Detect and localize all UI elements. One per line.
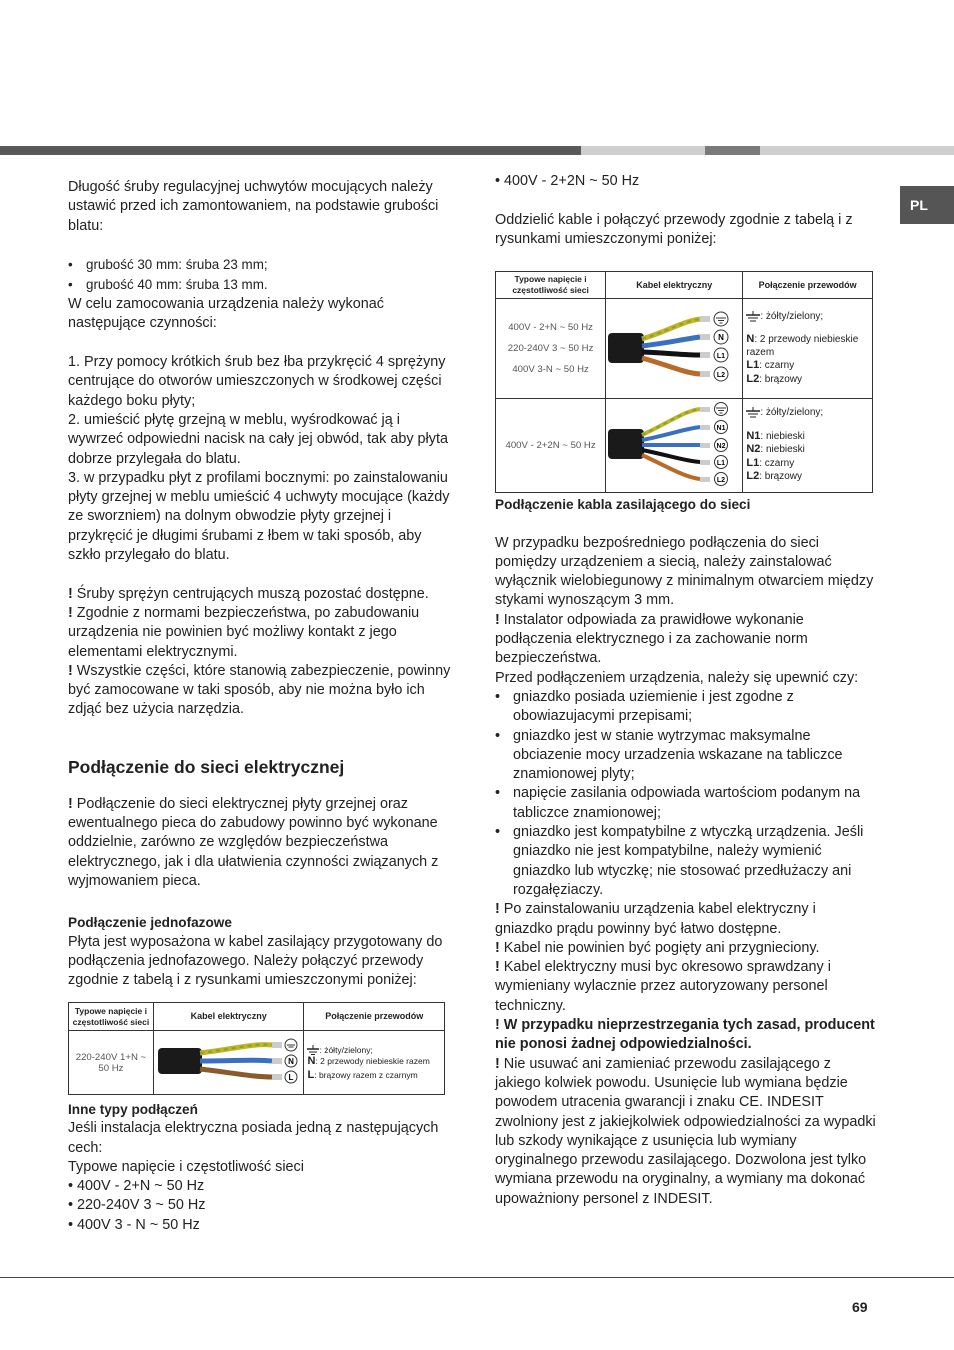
step-2: 2. umieścić płytę grzejną w meblu, wyśrodkować ją i wywrzeć odpowiedni nacisk na cały jej obwód, tak aby płyta dobrze przylegała do blatu. <box>68 411 448 467</box>
cable-diagram <box>153 1031 304 1095</box>
connection-row: N: 2 przewody niebieskie razem <box>307 1054 430 1067</box>
connection-row: L1: czarny <box>746 359 795 372</box>
table-header: Kabel elektryczny <box>153 1003 304 1031</box>
warning: ! Nie usuwać ani zamieniać przewodu zasilającego z jakiego kolwiek powodu. Usunięcie lub wymiana będzie powodem utracenia gwarancji i znaku CE. INDESIT zwolniony jest z jakiejkolwiek odpowiedzialności za wypadki lub szkody wynikające z usunięcia lub wymiany oryginalnego przewodu zasilającego. Dozwolona jest tylko wymiana przewodu na oryginalny, a wymiany ma dokonać upoważniony personel z INDESIT. <box>495 1055 876 1207</box>
check-list <box>495 688 877 900</box>
list-item: • gniazdko posiada uziemienie i jest zgodne z obowiazujacymi przepisami; <box>495 688 877 727</box>
voltage-cell: 220-240V 1+N ~ 50 Hz <box>69 1031 154 1095</box>
warning: ! Instalator odpowiada za prawidłowe wykonanie podłączenia elektrycznego i za zachowanie norm bezpieczeństwa. <box>495 611 808 667</box>
svg-text:N2: N2 <box>716 443 726 450</box>
other-types-block <box>68 1100 452 1235</box>
supply-title: Podłączenie kabla zasilającego do sieci <box>495 497 751 512</box>
language-tab: PL <box>900 186 954 224</box>
footer-divider <box>0 1277 954 1278</box>
ground-terminal-icon <box>714 312 728 326</box>
svg-text:N: N <box>288 1057 294 1066</box>
ground-icon <box>746 407 760 418</box>
ground-icon <box>746 311 760 322</box>
connection-row: L: brązowy razem z czarnym <box>307 1068 418 1081</box>
section-warning: ! Podłączenie do sieci elektrycznej płyty grzejnej oraz ewentualnego pieca do zabudowy powinno być wykonane oddzielnie, zarówno ze względów bezpieczeństwa elektrycznego, jak i dla ułatwienia czynności związanych z wyjmowaniem pieca. <box>68 795 439 889</box>
check-intro: Przed podłączeniem urządzenia, należy się upewnić czy: <box>495 669 859 686</box>
header-bar-light-1 <box>581 146 705 155</box>
connection-cell <box>304 1031 445 1095</box>
voltage-cell: 400V - 2+N ~ 50 Hz 220-240V 3 ~ 50 Hz 400V 3-N ~ 50 Hz <box>496 299 606 399</box>
step-3: 3. w przypadku płyt z profilami bocznymi: po zainstalowaniu płyty grzejnej w meblu umieścić 4 uchwyty mocujące (każdy ze sworzniem) na dolnym obwodzie płyty grzejnej i przykręcić je długimi śrubami z łbem w taki sposób, aby szkło przylegało do blatu. <box>68 469 450 564</box>
single-phase-table <box>68 1002 445 1095</box>
thickness-list <box>68 255 452 295</box>
ground-terminal-icon <box>715 403 728 416</box>
svg-text:L1: L1 <box>717 460 726 467</box>
warning: ! Zgodnie z normami bezpieczeństwa, po zabudowaniu urządzenia nie powinien być możliwy kontakt z jego elementami elektrycznymi. <box>68 604 420 660</box>
list-item: • 220-240V 3 ~ 50 Hz <box>68 1197 206 1214</box>
connection-row: L1: czarny <box>746 456 795 469</box>
warning: ! Wszystkie części, które stanowią zabezpieczenie, powinny być zamocowane w taki sposób, aby nie można było ich zdjąć bez użycia narzędzia. <box>68 662 451 718</box>
warning: ! Po zainstalowaniu urządzenia kabel elektryczny i gniazdko prądu powinny być łatwo dostępne. <box>495 901 816 937</box>
other-text-2: Typowe napięcie i częstotliwość sieci <box>68 1158 304 1175</box>
step-1: 1. Przy pomocy krótkich śrub bez łba przykręcić 4 sprężyny centrujące do otworów umieszczonych w środkowej części każdego boku płyty; <box>68 354 446 409</box>
svg-text:L1: L1 <box>717 353 726 360</box>
warning-bold: ! W przypadku nieprzestrzegania tych zasad, producent nie ponosi żadnej odpowiedzialności. <box>495 1017 875 1053</box>
svg-text:L2: L2 <box>717 477 726 484</box>
connection-row: N: 2 przewody niebieskie razem <box>746 333 859 358</box>
connection-row: : żółty/zielony; <box>307 1045 441 1056</box>
connection-row: : żółty/zielony; <box>746 407 869 420</box>
cable-3wire-illustration <box>154 1031 302 1091</box>
list-item: • grubość 40 mm: śruba 13 mm. <box>68 275 452 295</box>
list-item: • gniazdko jest kompatybilne z wtyczką urządzenia. Jeśli gniazdko nie jest kompatybilne, należy wymienić gniazdko lub wtyczkę; nie stosować przedłużaczy ani rozgałęziaczy. <box>495 823 877 900</box>
single-phase-title: Podłączenie jednofazowe <box>68 915 232 931</box>
connection-cell <box>743 399 873 493</box>
table-header: Połączenie przewodów <box>304 1003 445 1031</box>
single-phase-text: Płyta jest wyposażona w kabel zasilający przygotowany do podłączenia jednofazowego. Należy połączyć przewody zgodnie z tabelą i z rysunkami umieszczonymi poniżej: <box>68 933 443 989</box>
section-title: Podłączenie do sieci elektrycznej <box>68 756 345 777</box>
connection-row: L2: brązowy <box>746 470 802 483</box>
right-column-top <box>495 172 875 249</box>
connection-row: N1: niebieski <box>746 429 805 442</box>
svg-text:L: L <box>288 1073 294 1082</box>
list-item: • gniazdko jest w stanie wytrzymac maksymalne obciazenie mocy urzadzenia wskazane na tabliczce znamionowej plyty; <box>495 727 877 785</box>
table-header: Typowe napięcie i częstotliwość sieci <box>69 1003 154 1031</box>
warning: ! Kabel elektryczny musi byc okresowo sprawdzany i wymieniany wylacznie przez autoryzowany personel techniczny. <box>495 959 831 1014</box>
svg-text:N: N <box>718 333 725 342</box>
left-column <box>68 178 452 990</box>
svg-text:N1: N1 <box>716 425 726 432</box>
table-header: Połączenie przewodów <box>743 272 873 299</box>
right-column-bottom <box>495 495 877 1209</box>
page-number: 69 <box>852 1299 868 1315</box>
cable-4wire-illustration <box>606 299 732 395</box>
voltage-item: • 400V - 2+2N ~ 50 Hz <box>495 173 640 189</box>
header-bar <box>0 146 954 155</box>
direct-text: W przypadku bezpośredniego podłączenia do sieci pomiędzy urządzeniem a siecią, należy zainstalować wyłącznik wielobiegunowy z minimalnym otwarciem między stykami wynoszącym 3 mm. <box>495 534 874 609</box>
cable-diagram <box>606 399 743 493</box>
warning: ! Kabel nie powinien być pogięty ani przygnieciony. <box>495 939 820 956</box>
warning: ! Śruby sprężyn centrujących muszą pozostać dostępne. <box>68 585 429 602</box>
table-header: Typowe napięcie i częstotliwość sieci <box>496 272 606 299</box>
other-text: Jeśli instalacja elektryczna posiada jedną z następujących cech: <box>68 1120 439 1156</box>
header-bar-light-2 <box>760 146 954 155</box>
multi-phase-table <box>495 271 873 493</box>
header-bar-dark <box>0 146 581 155</box>
list-item: • 400V - 2+N ~ 50 Hz <box>68 1178 205 1195</box>
separate-text: Oddzielić kable i połączyć przewody zgodnie z tabelą i z rysunkami umieszczonymi poniżej: <box>495 211 853 247</box>
connection-row: N2: niebieski <box>746 443 805 456</box>
cable-diagram <box>606 299 743 399</box>
voltage-cell: 400V - 2+2N ~ 50 Hz <box>496 399 606 493</box>
intro-text: Długość śruby regulacyjnej uchwytów mocujących należy ustawić przed ich zamontowaniem, na podstawie grubości blatu: <box>68 179 439 234</box>
connection-cell <box>743 299 873 399</box>
table-header: Kabel elektryczny <box>606 272 743 299</box>
other-title: Inne typy podłączeń <box>68 1102 198 1117</box>
svg-text:L2: L2 <box>717 372 726 379</box>
connection-row: : żółty/zielony; <box>746 311 869 324</box>
connection-row: L2: brązowy <box>746 372 802 385</box>
steps-intro: W celu zamocowania urządzenia należy wykonać następujące czynności: <box>68 296 384 332</box>
list-item: • 400V 3 - N ~ 50 Hz <box>68 1216 200 1233</box>
list-item: • napięcie zasilania odpowiada wartościom podanym na tabliczce znamionowej; <box>495 784 877 823</box>
header-bar-mid <box>705 146 760 155</box>
list-item: • grubość 30 mm: śruba 23 mm; <box>68 255 452 275</box>
cable-5wire-illustration <box>606 399 732 489</box>
